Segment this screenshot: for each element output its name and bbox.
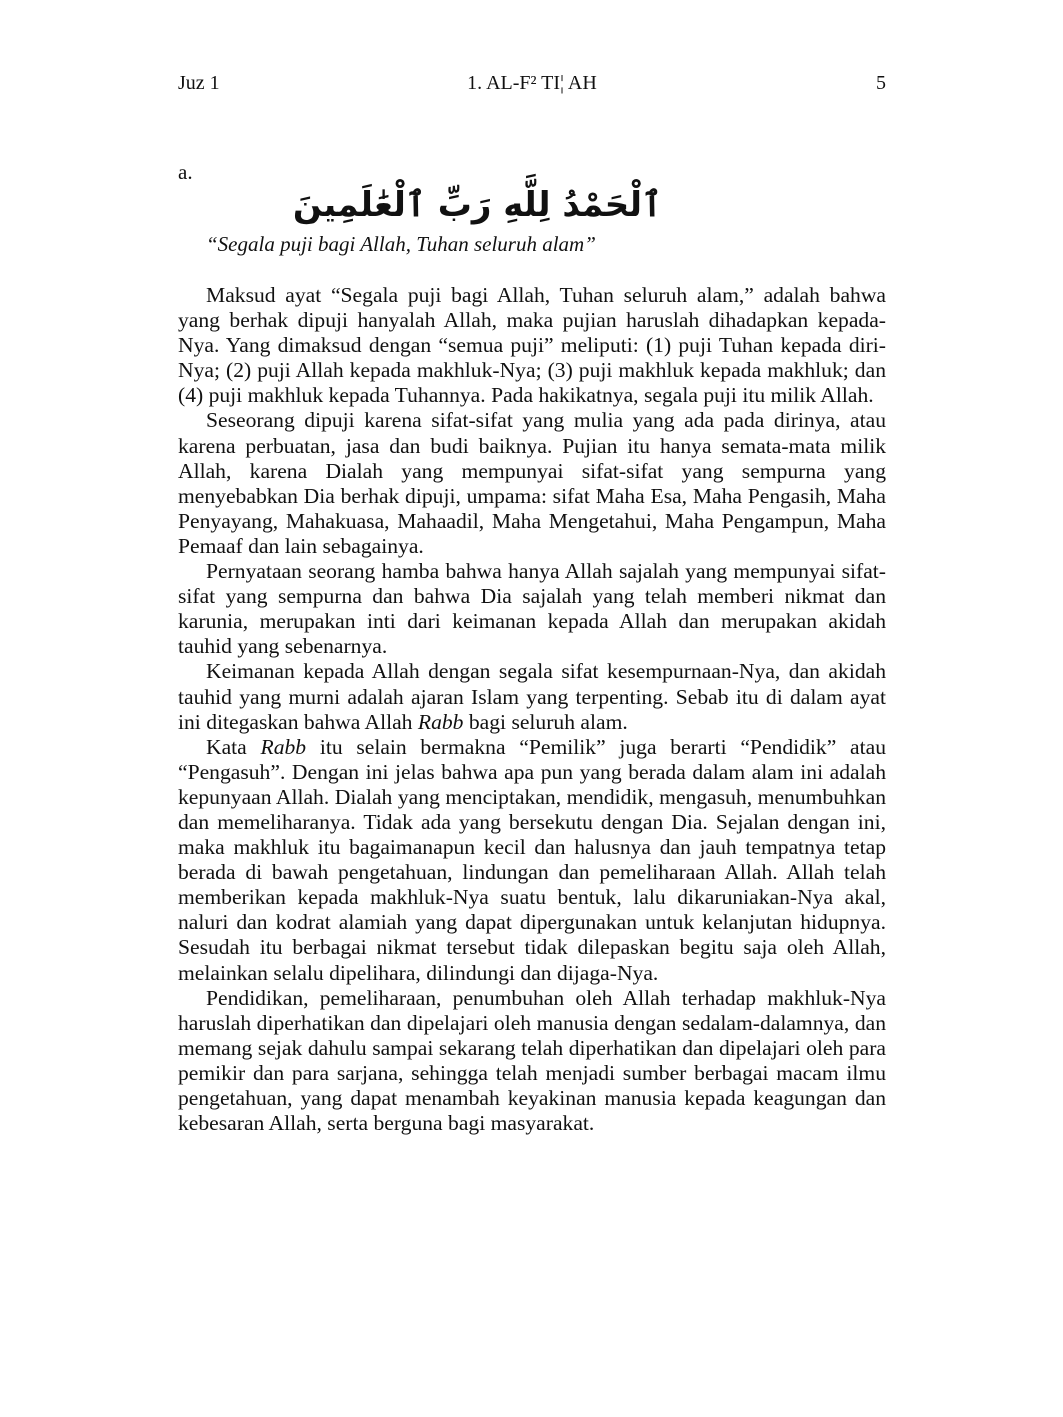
juz-label: Juz 1 (178, 72, 220, 94)
verse-translation: “Segala puji bagi Allah, Tuhan seluruh alam” (206, 232, 596, 256)
paragraph: Pernyataan seorang hamba bahwa hanya Allah sajalah yang mempunyai sifat-sifat yang sempurna dan bahwa Dia sajalah yang telah memberi nikmat dan karunia, merupakan inti dari keimanan kepada Allah dan merupakan akidah tauhid yang sebenarnya. (178, 559, 886, 659)
term-rabb: Rabb (417, 709, 464, 734)
paragraph: Keimanan kepada Allah dengan segala sifat kesempurnaan-Nya, dan akidah tauhid yang murni adalah ajaran Islam yang terpenting. Sebab itu di dalam ayat ini ditegaskan bahwa Allah Rabb bagi seluruh alam. (178, 659, 886, 734)
paragraph: Pendidikan, pemeliharaan, penumbuhan oleh Allah terhadap makhluk-Nya haruslah diperhatikan dan dipelajari oleh manusia dengan sedalam-dalamnya, dan memang sejak dahulu sampai sekarang telah diperhatikan dan dipelajari oleh para pemikir dan para sarjana, sehingga telah menjadi sumber berbagai macam ilmu pengetahuan, yang dapat menambah keyakinan manusia kepada keagungan dan kebesaran Allah, serta berguna bagi masyarakat. (178, 985, 886, 1136)
term-rabb: Rabb (260, 734, 307, 759)
page-header (178, 72, 886, 100)
arabic-verse: ٱلْحَمْدُ لِلَّهِ رَبِّ ٱلْعَٰلَمِينَ (292, 185, 662, 225)
page-number: 5 (876, 72, 886, 94)
section-label: a. (178, 160, 193, 184)
paragraph: Maksud ayat “Segala puji bagi Allah, Tuhan seluruh alam,” adalah bahwa yang berhak dipuji hanyalah Allah, maka pujian haruslah dihadapkan kepada-Nya. Yang dimaksud dengan “semua puji” meliputi: (1) puji Tuhan kepada diri-Nya; (2) puji Allah kepada makhluk-Nya; (3) puji makhluk kepada makhluk; dan (4) puji makhluk kepada Tuhannya. Pada hakikatnya, segala puji itu milik Allah. (178, 283, 886, 408)
surah-title: 1. AL-F² TI¦ AH (467, 72, 597, 94)
paragraph: Seseorang dipuji karena sifat-sifat yang mulia yang ada pada dirinya, atau karena perbuatan, jasa dan budi baiknya. Pujian itu hanya semata-mata milik Allah, karena Dialah yang mempunyai sifat-sifat yang sempurna yang menyebabkan Dia berhak dipuji, umpama: sifat Maha Esa, Maha Pengasih, Maha Penyayang, Mahakuasa, Mahaadil, Maha Mengetahui, Maha Pengampun, Maha Pemaaf dan lain sebagainya. (178, 408, 886, 558)
paragraph: Kata Rabb itu selain bermakna “Pemilik” juga berarti “Pendidik” atau “Pengasuh”. Dengan ini jelas bahwa apa pun yang berada dalam alam ini adalah kepunyaan Allah. Dialah yang menciptakan, mendidik, mengasuh, menumbuhkan dan memeliharanya. Tidak ada yang bersekutu dengan Dia. Sejalan dengan ini, maka makhluk itu bagaimanapun kecil dan halusnya dan jauh tempatnya tetap berada di bawah pengetahuan, lindungan dan pemeliharaan Allah. Allah telah memberikan kepada makhluk-Nya suatu bentuk, lalu dikaruniakan-Nya akal, naluri dan kodrat alamiah yang dapat dipergunakan untuk kelanjutan hidupnya. Sesudah itu berbagai nikmat tersebut tidak dilepaskan begitu saja oleh Allah, melainkan selalu dipelihara, dilindungi dan dijaga-Nya. (178, 734, 886, 985)
commentary-body (178, 283, 886, 1136)
